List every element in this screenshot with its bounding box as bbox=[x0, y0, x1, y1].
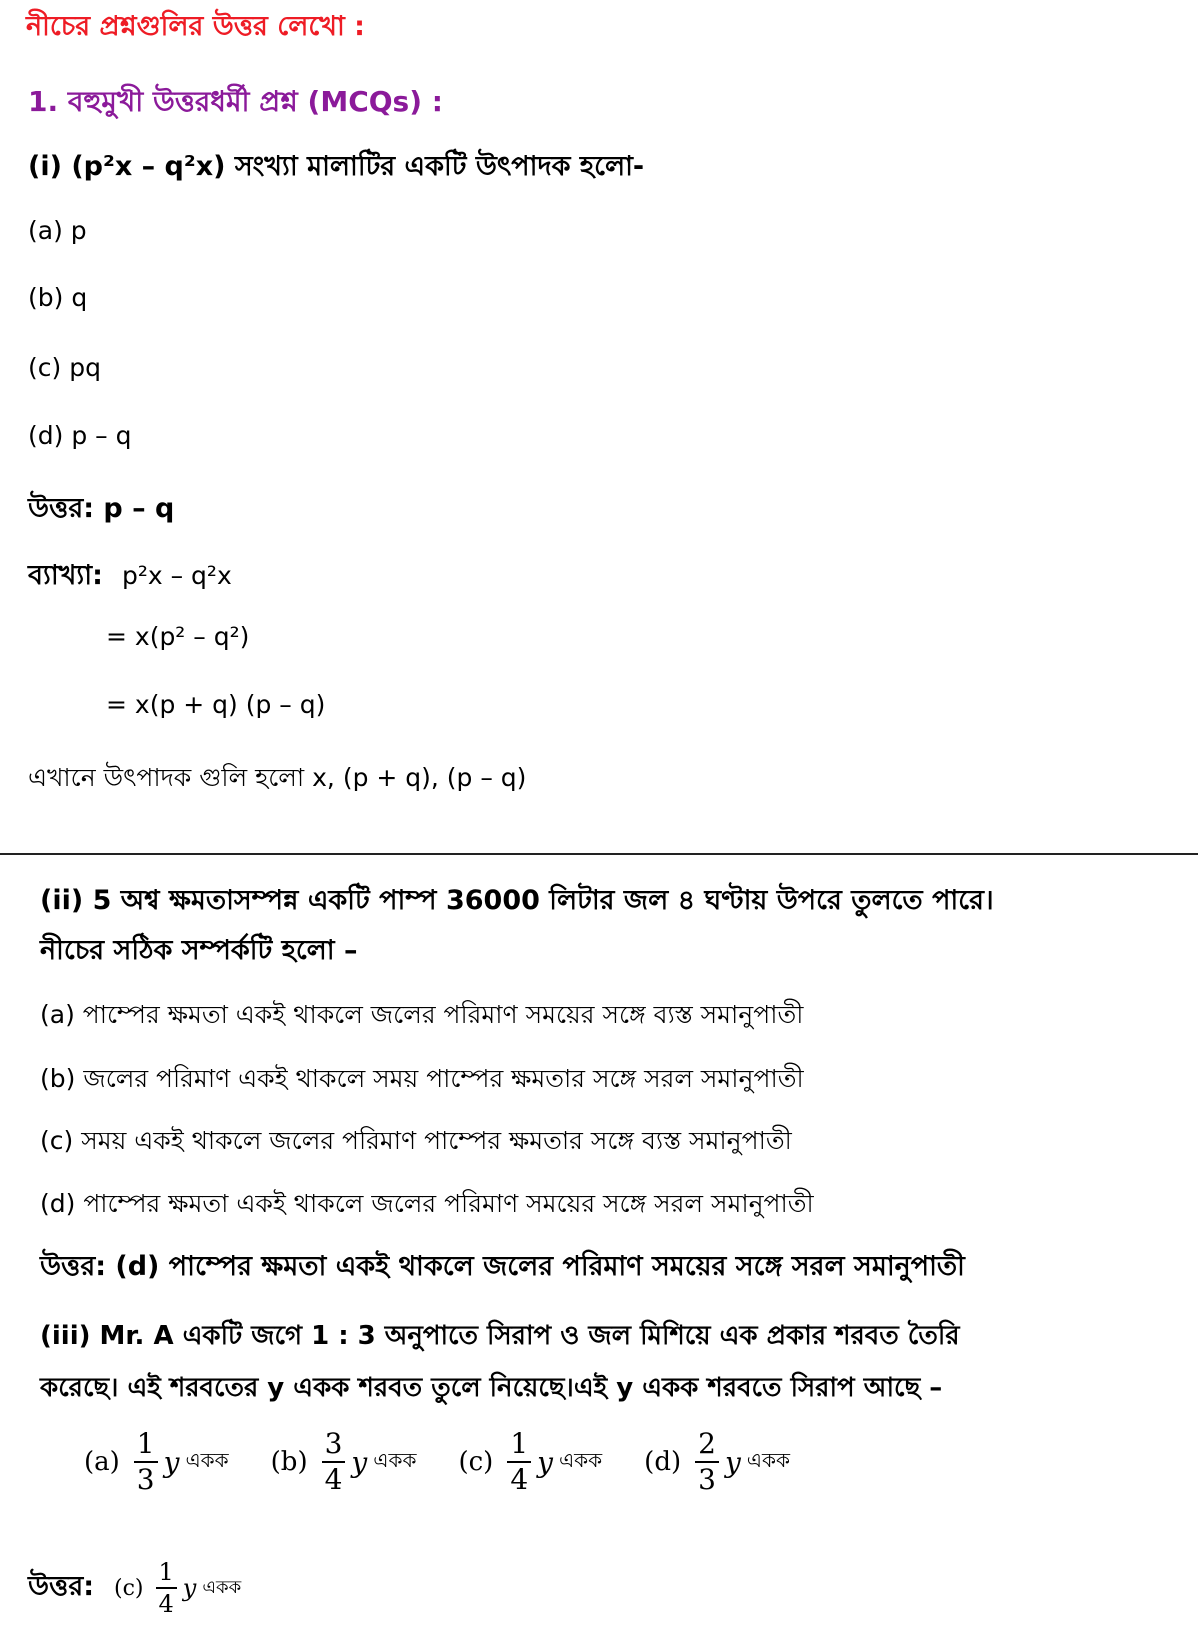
explanation-step-1: = x(p² – q²) bbox=[106, 622, 250, 651]
fraction-numerator: 3 bbox=[322, 1430, 346, 1463]
option-label: (c) bbox=[458, 1447, 494, 1477]
option-label: (a) bbox=[84, 1447, 120, 1477]
unit: একক bbox=[373, 1447, 417, 1472]
q2-option-a: (a) পাম্পের ক্ষমতা একই থাকলে জলের পরিমাণ সময়ের সঙ্গে ব্যস্ত সমানুপাতী bbox=[40, 1000, 804, 1029]
q1-option-d: (d) p – q bbox=[28, 421, 132, 450]
fraction bbox=[695, 1427, 719, 1496]
section-title: 1. বহুমুখী উত্তরধর্মী প্রশ্ন (MCQs) : bbox=[28, 85, 443, 118]
q2-option-b: (b) জলের পরিমাণ একই থাকলে সময় পাম্পের ক্ষমতার সঙ্গে সরল সমানুপাতী bbox=[40, 1064, 804, 1093]
fraction bbox=[134, 1427, 158, 1496]
variable: y bbox=[163, 1445, 180, 1479]
q3-options bbox=[84, 1427, 832, 1496]
explanation-expression: p²x – q²x bbox=[121, 561, 232, 590]
option-label: (d) bbox=[644, 1447, 682, 1477]
q1-explanation bbox=[28, 555, 232, 600]
fraction-denominator: 4 bbox=[510, 1463, 529, 1496]
q2-option-d: (d) পাম্পের ক্ষমতা একই থাকলে জলের পরিমাণ সময়ের সঙ্গে সরল সমানুপাতী bbox=[40, 1189, 814, 1218]
q3-option-b bbox=[270, 1427, 417, 1496]
page-heading: নীচের প্রশ্নগুলির উত্তর লেখো : bbox=[26, 11, 365, 42]
option-label: (b) bbox=[270, 1447, 308, 1477]
q2-option-c: (c) সময় একই থাকলে জলের পরিমাণ পাম্পের ক্ষমতার সঙ্গে ব্যস্ত সমানুপাতী bbox=[40, 1126, 792, 1155]
fraction-numerator: 1 bbox=[156, 1560, 177, 1589]
q1-option-c: (c) pq bbox=[28, 353, 101, 382]
fraction-numerator: 2 bbox=[695, 1430, 719, 1463]
option-label: (c) bbox=[114, 1575, 144, 1601]
unit: একক bbox=[746, 1447, 790, 1472]
question-3-line-1: (iii) Mr. A একটি জগে 1 : 3 অনুপাতে সিরাপ ও জল মিশিয়ে এক প্রকার শরবত তৈরি bbox=[40, 1321, 960, 1351]
variable: y bbox=[537, 1445, 553, 1479]
question-3-line-2: করেছে। এই শরবতের y একক শরবত তুলে নিয়েছে।এই y একক শরবতে সিরাপ আছে – bbox=[40, 1373, 943, 1403]
q1-option-b: (b) q bbox=[28, 283, 88, 312]
fraction-denominator: 3 bbox=[136, 1463, 155, 1496]
variable: y bbox=[724, 1445, 741, 1479]
q3-option-a bbox=[84, 1427, 229, 1496]
q3-option-d bbox=[644, 1427, 790, 1496]
fraction-numerator: 1 bbox=[134, 1430, 158, 1463]
unit: একক bbox=[202, 1576, 242, 1598]
variable: y bbox=[351, 1445, 368, 1479]
question-2-line-1: (ii) 5 অশ্ব ক্ষমতাসম্পন্ন একটি পাম্প 36000 লিটার জল ৪ ঘণ্টায় উপরে তুলতে পারে। bbox=[40, 885, 994, 916]
section-divider bbox=[0, 853, 1198, 855]
q3-option-c bbox=[458, 1427, 603, 1496]
fraction bbox=[507, 1427, 531, 1496]
answer-label: উত্তর: bbox=[28, 1570, 94, 1602]
fraction-denominator: 3 bbox=[698, 1463, 716, 1496]
variable: y bbox=[182, 1574, 197, 1602]
unit: একক bbox=[185, 1447, 229, 1472]
fraction-denominator: 4 bbox=[324, 1463, 343, 1496]
explanation-label: ব্যাখ্যা: bbox=[28, 560, 103, 591]
q3-answer bbox=[28, 1560, 241, 1616]
question-1: (i) (p²x – q²x) সংখ্যা মালাটির একটি উৎপাদক হলো- bbox=[28, 151, 645, 182]
q2-answer: উত্তর: (d) পাম্পের ক্ষমতা একই থাকলে জলের পরিমাণ সময়ের সঙ্গে সরল সমানুপাতী bbox=[40, 1251, 965, 1282]
explanation-step-2: = x(p + q) (p – q) bbox=[106, 690, 326, 719]
q1-answer: উত্তর: p – q bbox=[28, 493, 175, 524]
fraction bbox=[322, 1427, 346, 1496]
q1-conclusion: এখানে উৎপাদক গুলি হলো x, (p + q), (p – q) bbox=[28, 763, 527, 792]
fraction bbox=[156, 1560, 177, 1616]
fraction-numerator: 1 bbox=[507, 1430, 531, 1463]
unit: একক bbox=[558, 1447, 603, 1472]
q1-option-a: (a) p bbox=[28, 216, 87, 245]
question-2-line-2: নীচের সঠিক সম্পর্কটি হলো – bbox=[40, 935, 358, 966]
fraction-denominator: 4 bbox=[158, 1590, 174, 1618]
